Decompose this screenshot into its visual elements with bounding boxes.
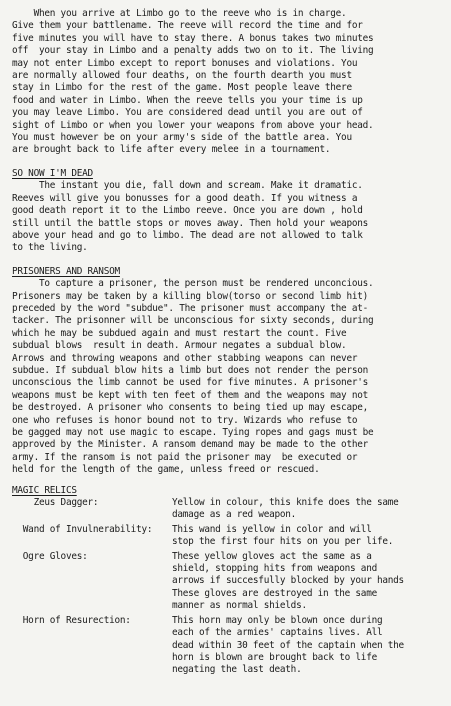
prisoners-line: weapons must be kept with ten feet of them and the weapons may not: [12, 389, 369, 401]
prisoners-line: held for the length of the game, unless freed or rescued.: [12, 464, 320, 476]
limbo-line: are normally allowed four deaths, on the fourth dearth you must: [12, 70, 352, 82]
relic-description: [172, 524, 393, 549]
limbo-line: you may leave Limbo. You are considered dead until you are out of: [12, 107, 363, 119]
relic-desc-line: These yellow gloves act the same as a: [172, 550, 372, 562]
prisoners-heading: PRISONERS AND RANSOM: [12, 265, 120, 277]
prisoners-line: tacker. The prisonner will be unconscious for sixty seconds, during: [12, 315, 374, 327]
prisoners-line: which he may be subdued again and must restart the count. Five: [12, 327, 347, 339]
relic-description: [172, 615, 404, 677]
relics-heading: MAGIC RELICS: [12, 484, 77, 496]
limbo-line: Give them your battlename. The reeve will record the time and for: [12, 20, 363, 32]
limbo-line: You must however be on your army's side of the battle area. You: [12, 132, 352, 144]
relic-desc-line: manner as normal shields.: [172, 600, 307, 612]
prisoners-line: unconscious the limb cannot be used for five minutes. A prisoner's: [12, 377, 369, 389]
prisoners-line: subdue. If subdual blow hits a limb but does not render the person: [12, 364, 369, 376]
relic-desc-line: each of the armies' captains lives. All: [172, 627, 383, 639]
limbo-line: sight of Limbo or when you lower your weapons from above your head.: [12, 119, 374, 131]
relic-desc-line: damage as a red weapon.: [172, 509, 297, 521]
relic-name: Ogre Gloves:: [12, 550, 88, 562]
limbo-line: stay in Limbo for the rest of the game. Most people leave there: [12, 82, 352, 94]
relic-desc-line: dead within 30 feet of the captain when the: [172, 639, 404, 651]
relic-description: [172, 497, 399, 522]
prisoners-line: To capture a prisoner, the person must be rendered unconcious.: [12, 278, 374, 290]
relic-name: Wand of Invulnerability:: [12, 523, 153, 535]
relic-desc-line: negating the last death.: [172, 664, 302, 676]
relic-zeus-dagger: [12, 497, 441, 522]
limbo-line: five minutes you will have to stay there. A bonus takes two minutes: [12, 32, 374, 44]
relic-wand-of-invulnerability: [12, 524, 441, 549]
relics-section: [12, 485, 441, 677]
limbo-line: food and water in Limbo. When the reeve tells you your time is up: [12, 94, 363, 106]
relic-horn-of-resurection: [12, 615, 441, 677]
prisoners-line: preceded by the word "subdue". The prisoner must accompany the at-: [12, 302, 369, 314]
dead-line: still until the battle stops or moves away. Then hold your weapons: [12, 217, 369, 229]
dead-line: Reeves will give you bonusses for a good death. If you witness a: [12, 192, 358, 204]
relic-name: Horn of Resurection:: [12, 614, 131, 626]
prisoners-line: be destroyed. A prisoner who consents to being tied up may escape,: [12, 402, 369, 414]
limbo-section: [12, 8, 441, 157]
dead-heading: SO NOW I'M DEAD: [12, 167, 93, 179]
relic-desc-line: These gloves are destroyed in the same: [172, 587, 377, 599]
prisoners-line: Arrows and throwing weapons and other stabbing weapons can never: [12, 352, 358, 364]
relic-desc-line: Yellow in colour, this knife does the same: [172, 497, 399, 509]
relic-desc-line: shield, stopping hits from weapons and: [172, 563, 377, 575]
relic-desc-line: horn is blown are brought back to life: [172, 651, 377, 663]
prisoners-line: approved by the Minister. A ransom demand may be made to the other: [12, 439, 369, 451]
dead-line: above your head and go to limbo. The dead are not allowed to talk: [12, 229, 363, 241]
dead-section: [12, 168, 441, 255]
limbo-line: are brought back to life after every melee in a tournament.: [12, 144, 331, 156]
relic-name: Zeus Dagger:: [12, 497, 99, 509]
dead-line: to the living.: [12, 242, 88, 254]
relic-desc-line: stop the first four hits on you per life.: [172, 536, 394, 548]
relic-desc-line: This wand is yellow in color and will: [172, 523, 372, 535]
relic-desc-line: arrows if succesfully blocked by your hands: [172, 575, 404, 587]
prisoners-line: army. If the ransom is not paid the prisoner may be executed or: [12, 451, 358, 463]
prisoners-line: one who refuses is honor bound not to try. Wizards who refuse to: [12, 414, 358, 426]
prisoners-line: Prisoners may be taken by a killing blow(torso or second limb hit): [12, 290, 369, 302]
dead-line: good death report it to the Limbo reeve. Once you are down , hold: [12, 205, 363, 217]
limbo-line: off your stay in Limbo and a penalty adds two on to it. The living: [12, 45, 374, 57]
relic-desc-line: This horn may only be blown once during: [172, 614, 383, 626]
prisoners-section: [12, 266, 441, 477]
relic-ogre-gloves: [12, 551, 441, 613]
limbo-line: When you arrive at Limbo go to the reeve who is in charge.: [12, 8, 347, 19]
prisoners-line: subdual blows result in death. Armour negates a subdual blow.: [12, 340, 347, 352]
prisoners-line: be gagged may not use magic to escape. Tying ropes and gags must be: [12, 427, 374, 438]
dead-line: The instant you die, fall down and scream. Make it dramatic.: [12, 180, 363, 192]
relic-description: [172, 551, 404, 613]
limbo-line: may not enter Limbo except to report bonuses and violations. You: [12, 57, 358, 69]
